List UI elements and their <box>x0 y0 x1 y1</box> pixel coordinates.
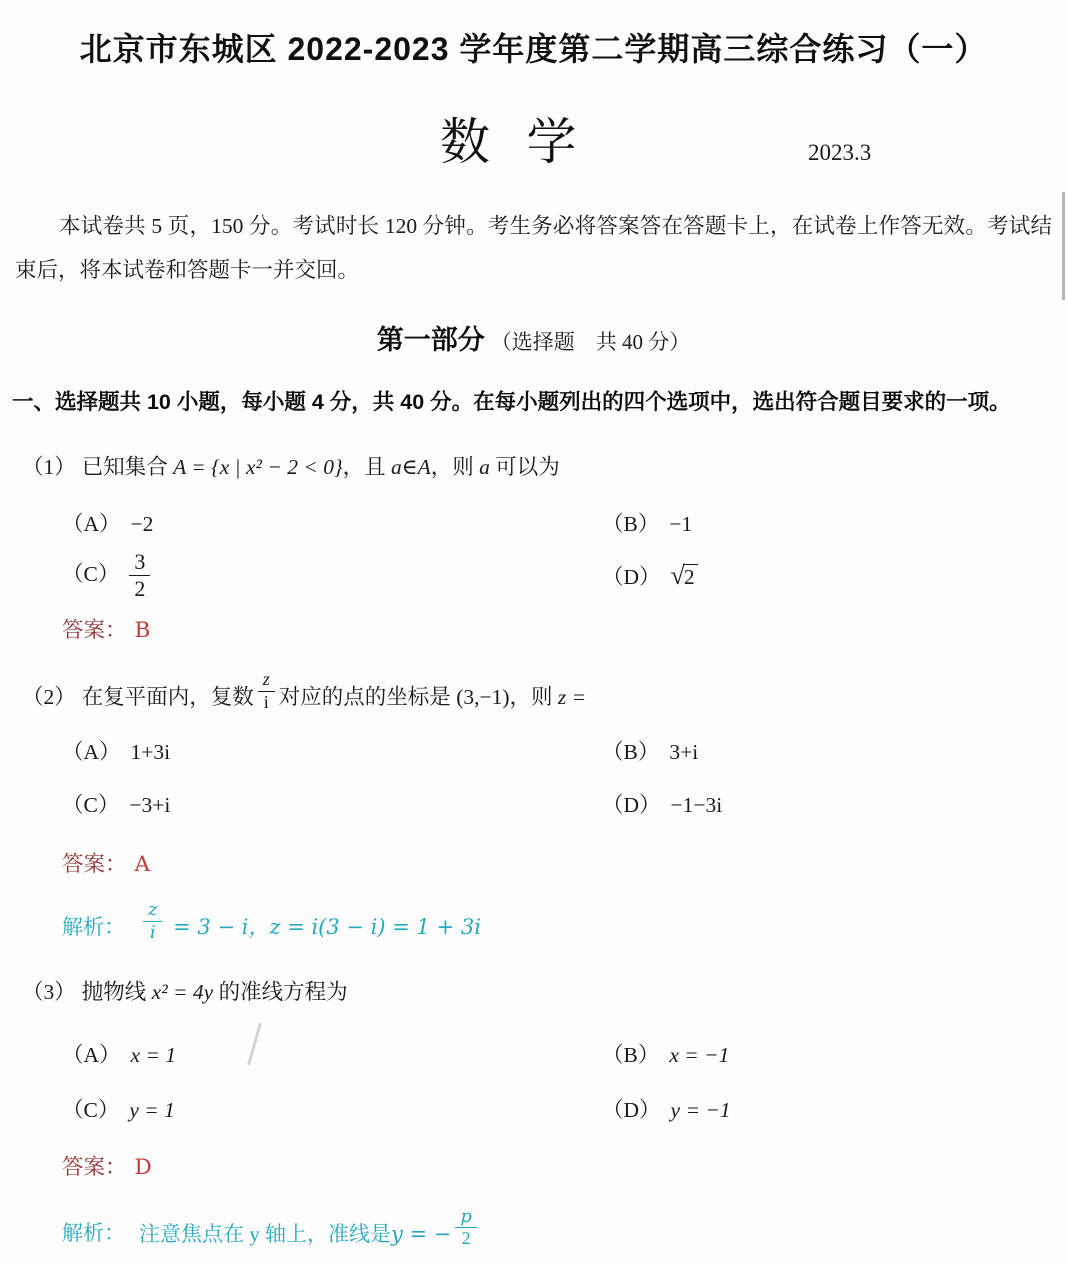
option-c-label: （C） <box>62 1097 120 1122</box>
option-d-value: y = −1 <box>670 1097 731 1122</box>
option-d-value: −1−3i <box>670 792 723 817</box>
fraction-denominator: 2 <box>134 576 146 602</box>
answer-label: 答案： <box>62 618 127 643</box>
option-d-label: （D） <box>602 565 661 590</box>
fraction-denominator: i <box>263 692 269 713</box>
stem-text: 抛物线 <box>81 979 152 1004</box>
option-a <box>0 1038 602 1069</box>
option-a-value: x = 1 <box>130 1042 177 1067</box>
fraction <box>129 550 150 601</box>
option-a-label: （A） <box>62 1042 121 1067</box>
scan-artifact-edge <box>1062 192 1065 300</box>
answer-value: B <box>134 618 151 644</box>
fraction <box>143 900 162 943</box>
option-c-value: y = 1 <box>129 1097 175 1122</box>
stem-math: a∈A <box>390 455 431 479</box>
option-d <box>602 560 698 591</box>
option-b-label: （B） <box>602 512 660 536</box>
option-c <box>0 1093 602 1124</box>
question-1-options-row-2 <box>0 550 1067 601</box>
fraction-numerator: z <box>258 670 275 692</box>
fraction-denominator: 2 <box>461 1228 471 1249</box>
stem-text: 在复平面内，复数 <box>81 685 254 710</box>
fraction-numerator: p <box>455 1207 477 1229</box>
analysis-label: 解析： <box>62 914 125 939</box>
exam-instructions-paragraph: 本试卷共 5 页，150 分。考试时长 120 分钟。考生务必将答案答在答题卡上，在试卷上作答无效。考试结束后，将本试卷和答题卡一并交回。 <box>15 214 1052 282</box>
question-3-answer <box>0 1150 1067 1181</box>
stem-math: (3,−1) <box>456 685 510 710</box>
stem-math: z = <box>557 685 587 710</box>
question-2-options-row-2 <box>0 788 1067 819</box>
option-d-label: （D） <box>602 1097 661 1122</box>
option-c-label: （C） <box>62 561 120 586</box>
subject-title: 数 学 <box>440 114 589 170</box>
option-c <box>0 550 602 601</box>
answer-value: D <box>134 1154 152 1180</box>
stem-text: ，则 <box>509 685 558 710</box>
question-1-stem <box>0 450 1067 481</box>
analysis-math: y = − <box>391 1221 452 1246</box>
option-a <box>0 507 602 538</box>
analysis-math: = 3 − i，z = i(3 − i) = 1 + 3i <box>166 914 481 939</box>
question-3 <box>0 975 1067 1250</box>
option-b-label: （B） <box>602 739 660 764</box>
option-b-label: （B） <box>602 1042 660 1067</box>
stem-text: 的准线方程为 <box>213 979 348 1004</box>
stem-math: a <box>479 455 490 479</box>
question-2-options-row-1 <box>0 735 1067 766</box>
stem-math: x² = 4y <box>151 979 214 1004</box>
analysis-label: 解析： <box>62 1221 125 1246</box>
question-3-number: （3） <box>22 979 76 1004</box>
analysis-text: 注意焦点在 y 轴上，准线是 <box>139 1221 391 1246</box>
option-a-value: 1+3i <box>130 739 171 764</box>
stem-text: ，则 <box>430 455 480 479</box>
square-root <box>671 561 698 591</box>
radical-sign: √ <box>670 561 685 591</box>
fraction-numerator: 3 <box>129 550 150 576</box>
answer-label: 答案： <box>62 851 127 876</box>
stem-text: 已知集合 <box>81 455 174 479</box>
option-a-value: −2 <box>130 512 154 536</box>
fraction <box>455 1207 477 1250</box>
page-title: 北京市东城区 2022-2023 学年度第二学期高三综合练习（一） <box>79 31 988 67</box>
section-instruction: 一、选择题共 10 小题，每小题 4 分，共 40 分。在每小题列出的四个选项中，选出符合题目要求的一项。 <box>12 390 1011 414</box>
option-d <box>602 1093 731 1124</box>
option-a <box>0 735 602 766</box>
option-b-value: 3+i <box>669 739 699 764</box>
question-1-number: （1） <box>22 455 76 479</box>
question-3-analysis <box>0 1207 1067 1250</box>
stem-math: A = {x | x² − 2 < 0} <box>173 455 343 479</box>
option-b-value: −1 <box>669 512 693 536</box>
question-2 <box>0 670 1067 942</box>
answer-label: 答案： <box>62 1154 127 1179</box>
stem-text: 可以为 <box>489 455 560 479</box>
option-b <box>602 507 692 538</box>
subject-row <box>0 104 1067 168</box>
option-c-value: −3+i <box>129 792 171 817</box>
stem-text: 对应的点的坐标是 <box>278 685 457 710</box>
question-1-options-row-1 <box>0 507 1067 538</box>
question-1-answer <box>0 613 1067 644</box>
question-3-options-row-2 <box>0 1093 1067 1124</box>
option-b <box>602 735 698 766</box>
option-b-value: x = −1 <box>669 1042 730 1067</box>
radicand: 2 <box>683 564 698 590</box>
question-1 <box>0 450 1067 644</box>
fraction-numerator: z <box>143 900 162 922</box>
option-c-label: （C） <box>62 792 120 817</box>
fraction-denominator: i <box>149 921 156 943</box>
fraction <box>258 670 275 713</box>
option-a-label: （A） <box>62 512 121 536</box>
option-d <box>602 788 722 819</box>
question-2-answer <box>0 847 1067 878</box>
part-subtitle: （选择题 共 40 分） <box>490 330 691 354</box>
option-a-label: （A） <box>62 739 121 764</box>
question-2-stem <box>0 670 1067 713</box>
question-3-stem <box>0 975 1067 1006</box>
part-heading <box>0 318 1067 357</box>
question-2-number: （2） <box>22 685 76 710</box>
stem-text: ，且 <box>342 455 391 479</box>
option-b <box>602 1038 729 1069</box>
option-d-label: （D） <box>602 792 661 817</box>
question-2-analysis <box>0 900 1067 943</box>
option-c <box>0 788 602 819</box>
exam-date: 2023.3 <box>808 140 872 165</box>
part-title: 第一部分 <box>376 325 485 355</box>
question-3-options-row-1 <box>0 1038 1067 1069</box>
answer-value: A <box>134 851 151 877</box>
